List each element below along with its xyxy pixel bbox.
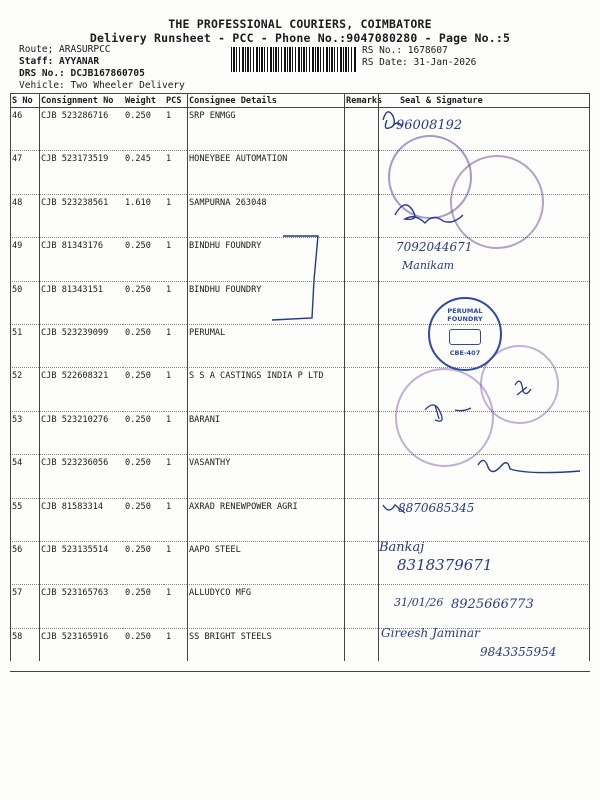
cell-weight: 0.250 [123,628,164,671]
handwritten-name: Manikam [402,259,455,272]
cell-pcs: 1 [164,411,187,454]
cell-consignment: CJB 523173519 [39,151,123,194]
rs-number: RS No.: 1678607 [362,45,448,56]
cell-consignment: CJB 81343176 [39,238,123,281]
bracket-mark [272,236,318,320]
cell-consignee: PERUMAL [187,324,344,367]
cell-consignee: AAPO STEEL [187,541,344,584]
runsheet-subtitle: Delivery Runsheet - PCC - Phone No.:9047080280 - Page No.:5 [89,31,511,45]
cell-weight: 0.250 [123,455,164,498]
cell-sno: 56 [10,541,39,584]
handwritten-phone: 7092044671 [396,240,473,254]
cell-sno: 50 [10,281,39,324]
cell-pcs: 1 [164,368,187,411]
cell-weight: 0.250 [123,541,164,584]
cell-consignment: CJB 522608321 [39,368,123,411]
cell-consignment: CJB 523286716 [39,108,123,151]
cell-consignment: CJB 523236056 [39,455,123,498]
cell-pcs: 1 [164,498,187,541]
cell-weight: 0.245 [123,151,164,194]
cell-weight: 0.250 [123,238,164,281]
cell-sno: 48 [10,194,39,237]
staff-label: Staff: AYYANAR [19,56,100,67]
seal-text-bottom: CBE-407 [449,349,481,357]
drs-number: DRS No.: DCJB167860705 [19,68,145,79]
signature-stroke [395,205,463,223]
cell-consignee: S S A CASTINGS INDIA P LTD [187,368,344,411]
signature-stroke [478,460,580,472]
rs-date: RS Date: 31-Jan-2026 [362,57,477,68]
cell-weight: 0.250 [123,281,164,324]
seal-text-top: PERUMAL FOUNDRY [447,307,483,323]
cell-consignee: AXRAD RENEWPOWER AGRI [187,498,344,541]
cell-consignee: ALLUDYCO MFG [187,585,344,628]
handwritten-name: Gireesh Jaminar [381,626,480,640]
cell-pcs: 1 [164,151,187,194]
cell-sno: 51 [10,324,39,367]
signature-stroke [425,405,471,421]
cell-weight: 0.250 [123,368,164,411]
cell-sno: 47 [10,151,39,194]
handwritten-phone: 9843355954 [480,645,557,659]
cell-consignment: CJB 523135514 [39,541,123,584]
cell-pcs: 1 [164,108,187,151]
handwritten-phone: 8870685345 [398,501,475,515]
cell-weight: 0.250 [123,411,164,454]
cell-consignment: CJB 523238561 [39,194,123,237]
cell-consignment: CJB 523239099 [39,324,123,367]
handwritten-phone: 8318379671 [397,556,493,574]
col-remarks: Remarks [346,95,383,106]
cell-consignee: VASANTHY [187,455,344,498]
cell-pcs: 1 [164,324,187,367]
cell-consignee: SAMPURNA 263048 [187,194,344,237]
cell-weight: 0.250 [123,324,164,367]
cell-sno: 46 [10,108,39,151]
cell-weight: 0.250 [123,585,164,628]
col-consignment: Consignment No [39,94,123,108]
cell-pcs: 1 [164,281,187,324]
cell-sno: 49 [10,238,39,281]
cell-consignee: SRP ENMGG [187,108,344,151]
cell-consignment: CJB 523165916 [39,628,123,671]
col-pcs: PCS [164,94,187,108]
cell-pcs: 1 [164,238,187,281]
cell-sno: 58 [10,628,39,671]
col-seal: Seal & Signature [378,94,590,108]
handwritten-name: Bankaj [379,540,425,555]
cell-sno: 53 [10,411,39,454]
cell-sno: 52 [10,368,39,411]
cell-sno: 54 [10,455,39,498]
cell-consignee: HONEYBEE AUTOMATION [187,151,344,194]
cell-consignment: CJB 523210276 [39,411,123,454]
cell-consignee: BINDHU FOUNDRY [187,238,344,281]
cell-sno: 57 [10,585,39,628]
cell-pcs: 1 [164,585,187,628]
vehicle-label: Vehicle: Two Wheeler Delivery [19,80,185,91]
cell-weight: 0.250 [123,498,164,541]
cell-pcs: 1 [164,194,187,237]
company-title: THE PROFESSIONAL COURIERS, COIMBATORE [168,17,432,31]
col-weight: Weight [123,94,164,108]
handwritten-phone: 96008192 [396,118,463,133]
cell-consignee: BINDHU FOUNDRY [187,281,344,324]
handwritten-date: 31/01/26 [394,596,444,609]
col-consignee: Consignee Details [187,94,344,108]
handwritten-phone: 8925666773 [451,597,534,612]
cell-consignment: CJB 81583314 [39,498,123,541]
cell-weight: 1.610 [123,194,164,237]
cell-consignment: CJB 81343151 [39,281,123,324]
cell-pcs: 1 [164,541,187,584]
signature-stroke [515,381,531,395]
cell-consignee: SS BRIGHT STEELS [187,628,344,671]
cell-consignment: CJB 523165763 [39,585,123,628]
cell-weight: 0.250 [123,108,164,151]
cell-pcs: 1 [164,455,187,498]
cell-consignee: BARANI [187,411,344,454]
route-label: Route; ARASURPCC [19,44,111,55]
cell-pcs: 1 [164,628,187,671]
cell-sno: 55 [10,498,39,541]
col-sno: S No [10,94,39,108]
